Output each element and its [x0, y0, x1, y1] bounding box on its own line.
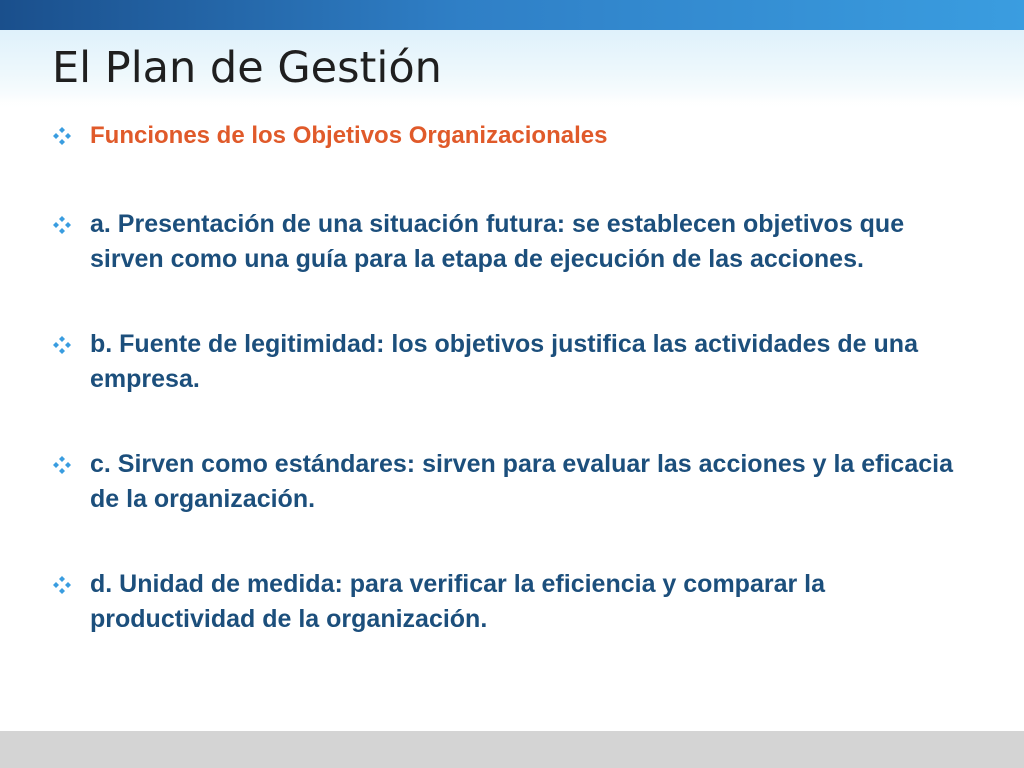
- bullet-heading: [50, 118, 980, 153]
- bullet-item: [50, 447, 980, 517]
- bullet-item-text: d. Unidad de medida: para verificar la eficiencia y comparar la productividad de la organización.: [90, 570, 826, 633]
- top-accent-bar: [0, 0, 1024, 30]
- bullet-item-text: a. Presentación de una situación futura: se establecen objetivos que sirven como una guía para la etapa de ejecución de las acciones.: [90, 210, 905, 273]
- bullet-item: [50, 207, 980, 277]
- four-diamond-bullet-icon: [52, 455, 72, 475]
- bullet-item-text: c. Sirven como estándares: sirven para evaluar las acciones y la eficacia de la organización.: [90, 450, 953, 513]
- bullet-item-text: b. Fuente de legitimidad: los objetivos justifica las actividades de una empresa.: [90, 330, 918, 393]
- bullet-heading-text: Funciones de los Objetivos Organizacionales: [90, 122, 608, 149]
- four-diamond-bullet-icon: [52, 335, 72, 355]
- four-diamond-bullet-icon: [52, 126, 72, 146]
- four-diamond-bullet-icon: [52, 215, 72, 235]
- bottom-footer-bar: [0, 731, 1024, 768]
- slide-title: El Plan de Gestión: [52, 43, 442, 93]
- bullet-item: [50, 567, 980, 637]
- bullet-list: [50, 118, 980, 637]
- bullet-item: [50, 327, 980, 397]
- four-diamond-bullet-icon: [52, 575, 72, 595]
